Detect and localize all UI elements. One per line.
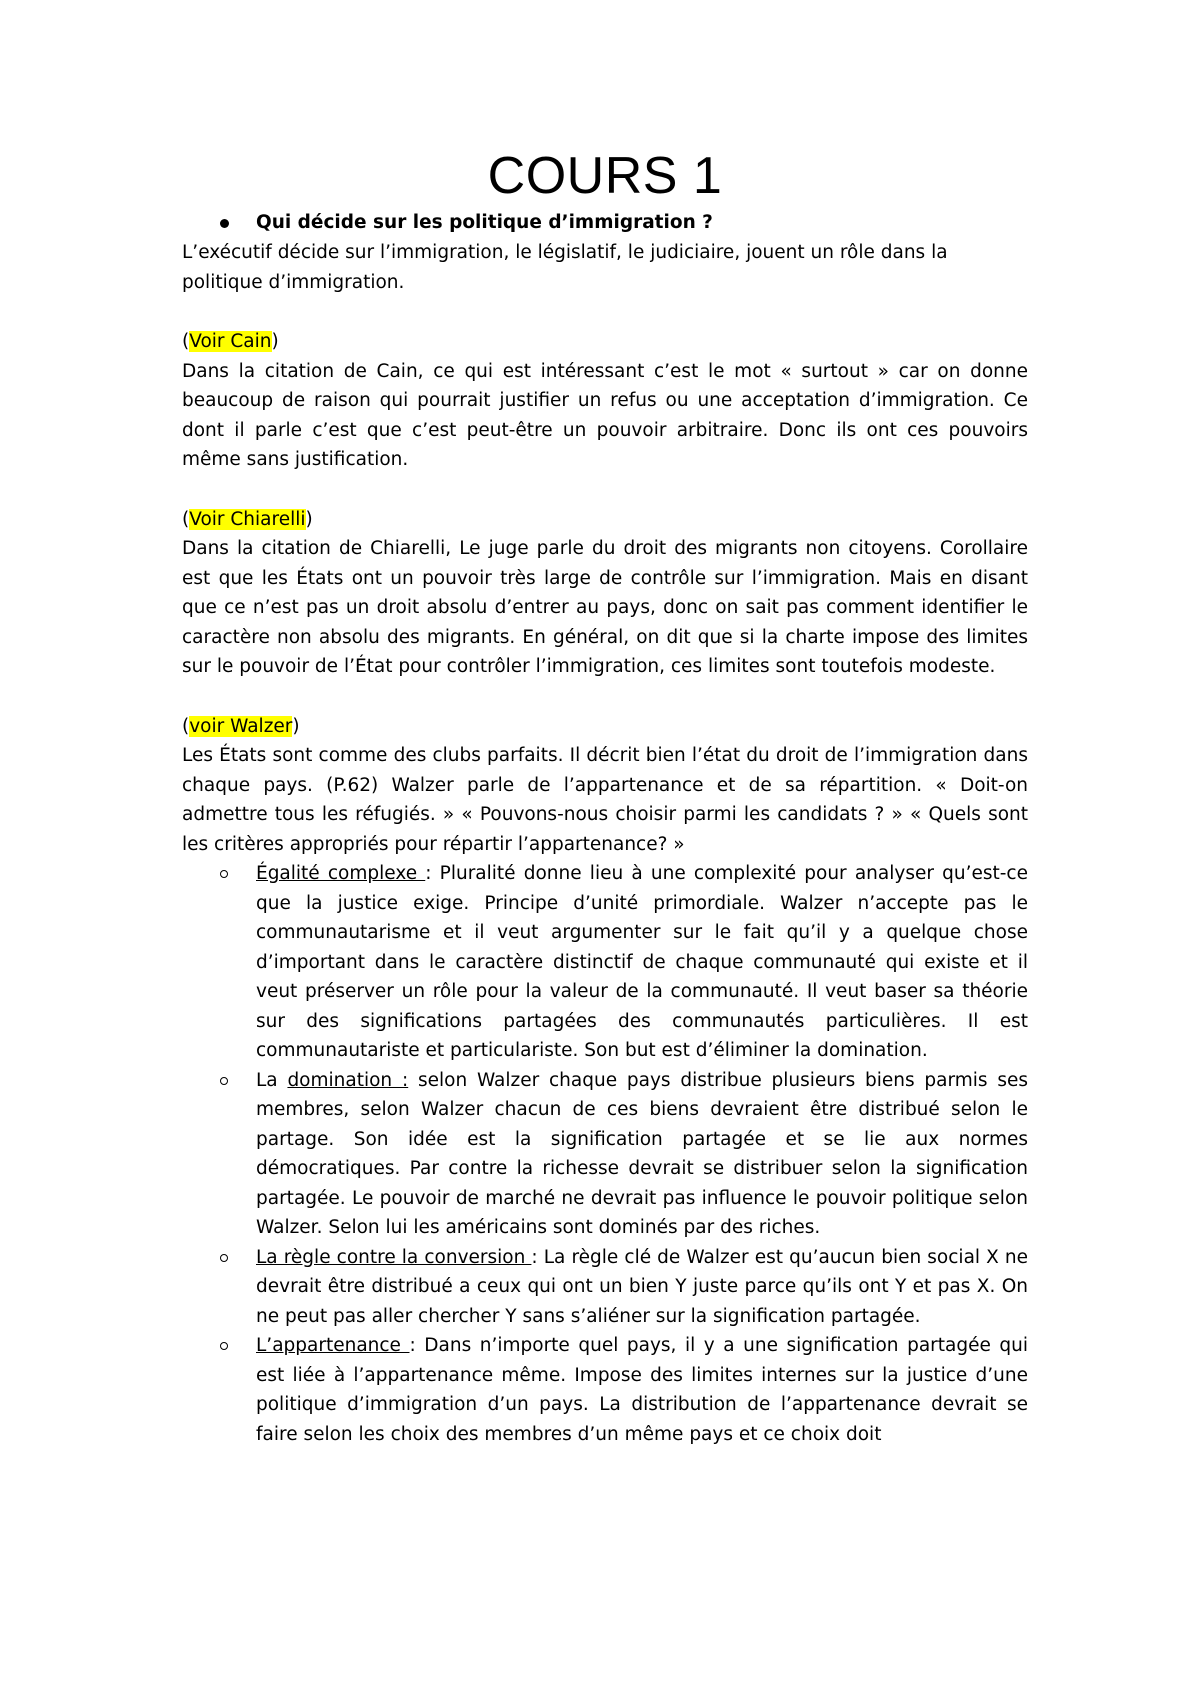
walzer-reference [182, 712, 1028, 742]
list-item [182, 1243, 1028, 1332]
walzer-ref-open: ( [182, 715, 190, 737]
walzer-paragraph: Les États sont comme des clubs parfaits. Il décrit bien l’état du droit de l’immigration dans chaque pays. (P.62) Walzer parle de l’appartenance et de sa répartition. « Doit-on admettre tous les réfugiés. » « Pouvons-nous choisir parmi les candidats ? » « Quels sont les critères appropriés pour répartir l’appartenance? » [182, 745, 1028, 855]
item-text: : La règle clé de Walzer est qu’aucun bien social X ne devrait être distribué a ceux qui ont un bien Y juste parce qu’ils ont Y et pas X. On ne peut pas aller chercher Y sans s’aliéner sur la signification partagée. [256, 1246, 1028, 1327]
question-item [182, 208, 1028, 238]
walzer-concepts-list [182, 859, 1028, 1449]
item-term: Égalité complexe [256, 863, 426, 884]
chiarelli-ref-highlight: Voir Chiarelli [189, 508, 306, 530]
list-item [182, 1066, 1028, 1243]
item-text: : Dans n’importe quel pays, il y a une signification partagée qui est liée à l’appartenance même. Impose des limites internes sur la justice d’une politique d’immigration d’un pays. La distribution de l’appartenance devrait se faire selon les choix des membres d’un même pays et ce choix doit [256, 1335, 1029, 1445]
spacer [182, 682, 1028, 712]
chiarelli-ref-close: ) [305, 508, 313, 530]
bullet-icon [220, 219, 229, 228]
circle-bullet-icon [220, 1077, 228, 1085]
page-title: COURS 1 [487, 147, 723, 205]
intro-paragraph: L’exécutif décide sur l’immigration, le législatif, le judiciaire, jouent un rôle dans la politique d’immigration. [182, 242, 948, 293]
cain-paragraph: Dans la citation de Cain, ce qui est intéressant c’est le mot « surtout » car on donne beaucoup de raison qui pourrait justifier un refus ou une acceptation d’immigration. Ce dont il parle c’est que c’est peut-être un pouvoir arbitraire. Donc ils ont ces pouvoirs même sans justification. [182, 360, 1028, 470]
spacer [182, 475, 1028, 505]
list-item [182, 859, 1028, 1066]
circle-bullet-icon [220, 1254, 228, 1262]
item-prefix: La [256, 1069, 288, 1091]
item-term: La règle contre la conversion [256, 1246, 532, 1268]
walzer-ref-highlight: voir Walzer [189, 715, 293, 737]
list-item [182, 1331, 1028, 1449]
question-list [182, 208, 1028, 238]
item-text: selon Walzer chaque pays distribue plusieurs biens parmis ses membres, selon Walzer chacun de ces biens devraient être distribué selon le partage. Son idée est la signification partagée et se lie aux normes démocratiques. Par contre la richesse devrait se distribuer selon la signification partagée. Le pouvoir de marché ne devrait pas influence le pouvoir politique selon Walzer. Selon lui les américains sont dominés par des riches. [256, 1069, 1028, 1238]
circle-bullet-icon [220, 870, 228, 878]
item-term: L’appartenance [256, 1335, 410, 1356]
item-term: domination : [287, 1069, 409, 1091]
chiarelli-ref-open: ( [182, 508, 190, 530]
document-page [182, 0, 1028, 1449]
walzer-ref-close: ) [292, 715, 300, 737]
circle-bullet-icon [220, 1342, 228, 1350]
cain-ref-close: ) [271, 331, 279, 352]
cain-ref-highlight: Voir Cain [189, 331, 272, 352]
chiarelli-paragraph: Dans la citation de Chiarelli, Le juge parle du droit des migrants non citoyens. Corollaire est que les États ont un pouvoir très large de contrôle sur l’immigration. Mais en disant que ce n’est pas un droit absolu d’entrer au pays, donc on sait pas comment identifier le caractère non absolu des migrants. En général, on dit que si la charte impose des limites sur le pouvoir de l’État pour contrôler l’immigration, ces limites sont toutefois modeste. [182, 538, 1028, 677]
cain-reference [182, 327, 1028, 357]
item-text: : Pluralité donne lieu à une complexité pour analyser qu’est-ce que la justice exige. Principe d’unité primordiale. Walzer n’accepte pas le communautarisme et il veut argumenter sur le fait qu’il y a quelque chose d’important dans le caractère distinctif de chaque communauté qui existe et il veut préserver un rôle pour la valeur de la communauté. Il veut baser sa théorie sur des significations partagées des communautés particulières. Il est communautariste et particulariste. Son but est d’éliminer la domination. [256, 863, 1028, 1061]
spacer [182, 297, 1028, 327]
question-text: Qui décide sur les politique d’immigration ? [256, 212, 713, 233]
cain-ref-open: ( [182, 331, 190, 352]
chiarelli-reference [182, 505, 1028, 535]
